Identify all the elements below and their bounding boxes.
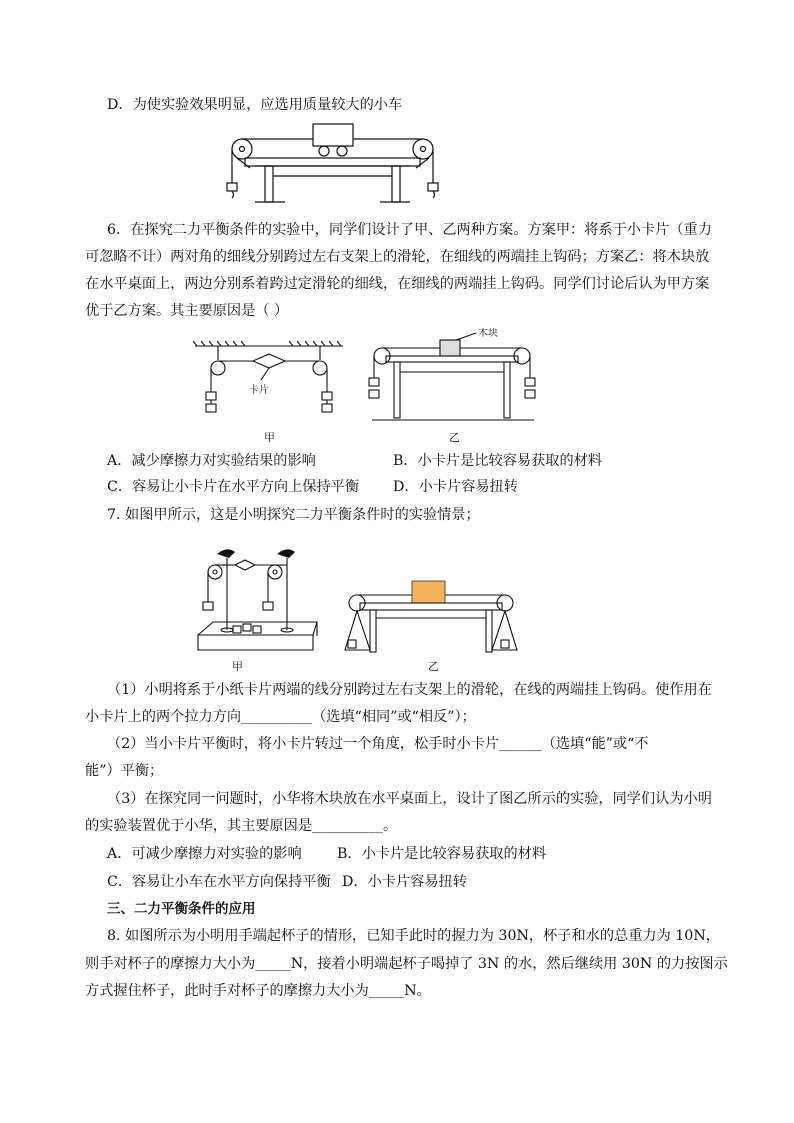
q6-option-d: D．小卡片容易扭转: [393, 479, 518, 495]
q7-line-1: （1）小明将系于小纸卡片两端的线分别跨过左右支架上的滑轮，在线的两端挂上钩码。使作用在: [107, 682, 712, 698]
q6-line-1: 6．在探究二力平衡条件的实验中，同学们设计了甲、乙两种方案。方案甲：将系于小卡片（重力: [107, 222, 712, 238]
q7-figure-jia: [195, 540, 320, 658]
q7-caption-yi: 乙: [428, 660, 439, 673]
q7-option-b: B．小卡片是比较容易获取的材料: [337, 846, 547, 862]
q7-intro: 7. 如图甲所示，这是小明探究二力平衡条件时的实验情景；: [107, 507, 480, 523]
card-label: 卡片: [249, 385, 269, 396]
q6-line-2: 可忽略不计）两对角的细线分别跨过左右支架上的滑轮，在细线的两端挂上钩码；方案乙：将木块放: [85, 249, 710, 265]
cart-table-figure: [215, 118, 450, 208]
q7-caption-jia: 甲: [232, 660, 243, 673]
q7-line-4: 能”）平衡；: [85, 763, 164, 779]
q6-line-4: 优于乙方案。其主要原因是（ ）: [85, 303, 289, 319]
q6-option-c: C．容易让小卡片在水平方向上保持平衡: [107, 479, 360, 495]
q6-figure-jia: [193, 340, 345, 425]
q7-option-c: C．容易让小车在水平方向保持平衡: [107, 874, 331, 890]
q6-option-a: A．减少摩擦力对实验结果的影响: [107, 453, 316, 469]
q6-figure-yi: [368, 328, 538, 426]
q5-option-d: D．为使实验效果明显，应选用质量较大的小车: [107, 97, 403, 113]
wood-block: [412, 581, 445, 603]
q7-line-5: （3）在探究同一问题时，小华将木块放在水平桌面上，设计了图乙所示的实验，同学们认为小明: [107, 791, 712, 807]
q6-option-b: B．小卡片是比较容易获取的材料: [393, 453, 603, 469]
q7-figure-yi: [340, 578, 522, 658]
q8-line-1: 8. 如图所示为小明用手端起杯子的情形，已知手此时的握力为 30N，杯子和水的总重力为 10N，: [107, 928, 720, 944]
q7-line-3: （2）当小卡片平衡时，将小卡片转过一个角度，松手时小卡片______（选填“能”或“不: [107, 736, 649, 752]
q7-option-a: A．可减少摩擦力对实验的影响: [107, 846, 302, 862]
q7-line-2: 小卡片上的两个拉力方向__________（选填“相同”或“相反”）；: [85, 709, 476, 725]
q6-caption-yi: 乙: [449, 431, 460, 444]
block-label: 木块: [478, 328, 498, 339]
q7-option-d: D．小卡片容易扭转: [342, 874, 467, 890]
q6-caption-jia: 甲: [264, 431, 275, 444]
q7-line-6: 的实验装置优于小华，其主要原因是__________。: [85, 818, 398, 834]
section-heading: 三、二力平衡条件的应用: [107, 901, 256, 917]
q8-line-2: 则手对杯子的摩擦力大小为_____N，接着小明端起杯子喝掉了 3N 的水，然后继续用 30N 的力按图示: [85, 956, 728, 972]
q8-line-3: 方式握住杯子，此时手对杯子的摩擦力大小为_____N。: [85, 983, 431, 999]
q6-line-3: 在水平桌面上，两边分别系着跨过定滑轮的细线，在细线的两端挂上钩码。同学们讨论后认为甲方案: [85, 276, 710, 292]
